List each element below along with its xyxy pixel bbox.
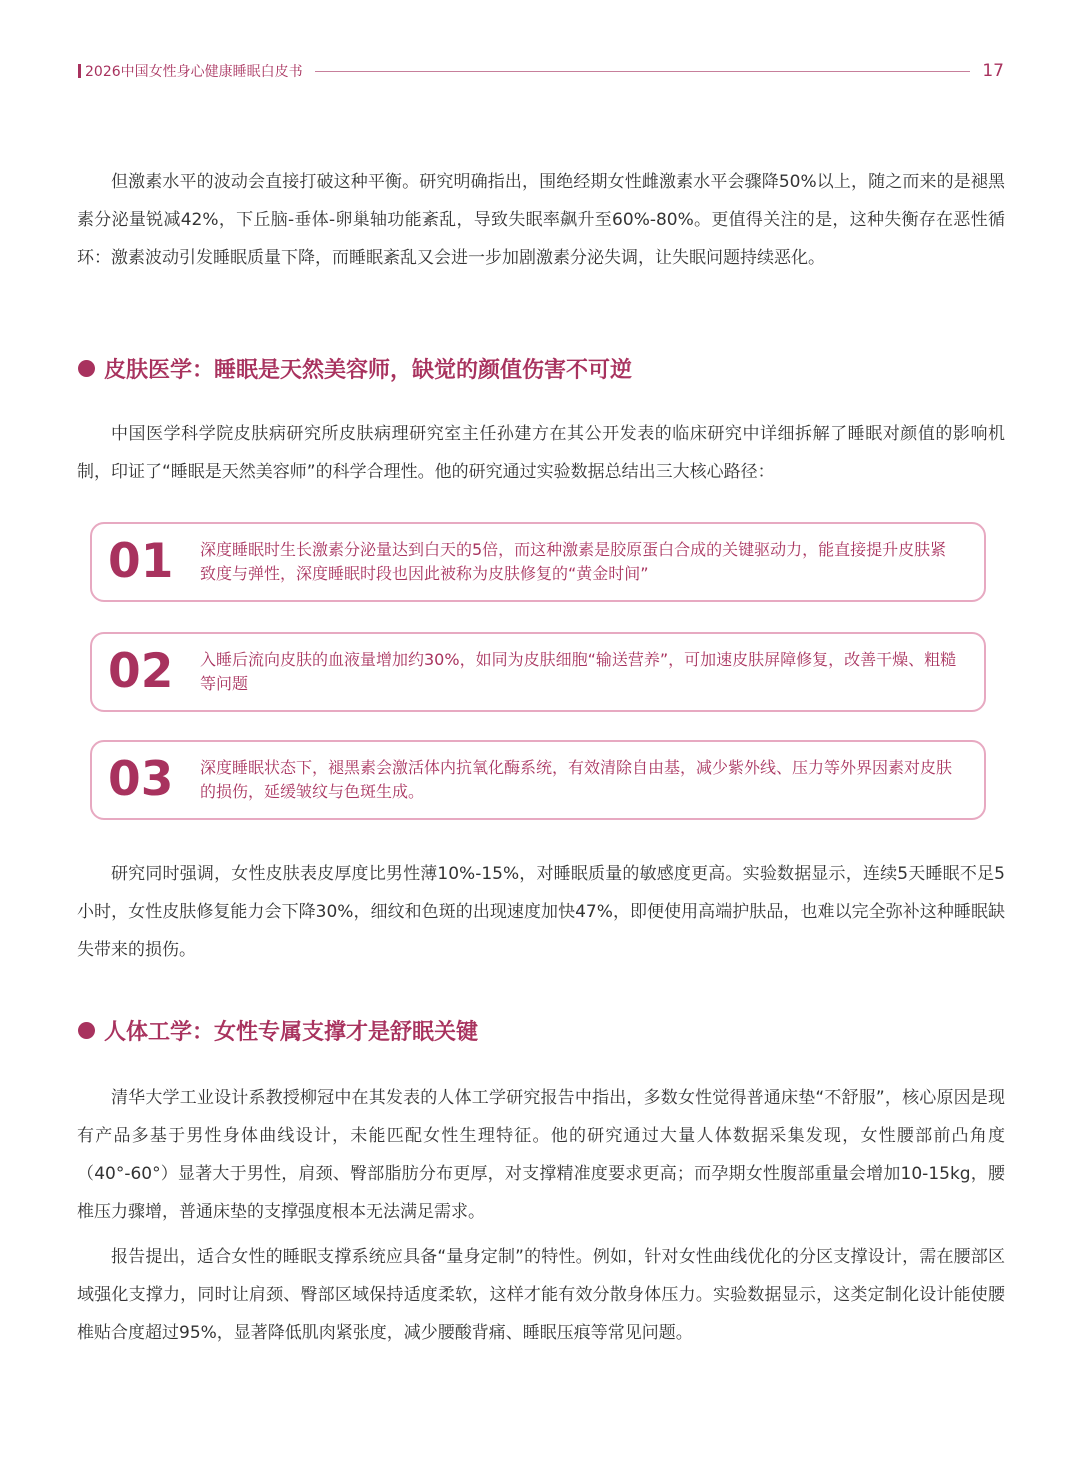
section-title-ergonomics — [78, 1015, 478, 1045]
paragraph-skin-intro: 中国医学科学院皮肤病研究所皮肤病理研究室主任孙建方在其公开发表的临床研究中详细拆解了睡眠对颜值的影响机制，印证了“睡眠是天然美容师”的科学合理性。他的研究通过实验数据总结出三大核心路径： — [77, 424, 1005, 482]
card-text: 深度睡眠状态下，褪黑素会激活体内抗氧化酶系统，有效清除自由基，减少紫外线、压力等外界因素对皮肤的损伤，延缓皱纹与色斑生成。 — [200, 758, 953, 801]
card-text: 入睡后流向皮肤的血液量增加约30%，如同为皮肤细胞“输送营养”，可加速皮肤屏障修复，改善干燥、粗糙等问题 — [200, 650, 957, 693]
bullet-dot-icon — [78, 360, 95, 377]
pathway-card-02 — [90, 632, 986, 712]
section-title-text: 皮肤医学：睡眠是天然美容师，缺觉的颜值伤害不可逆 — [104, 357, 633, 383]
header-accent-bar — [78, 64, 81, 78]
bullet-dot-icon — [78, 1022, 95, 1039]
card-number: 01 — [108, 534, 174, 589]
page-number: 17 — [982, 61, 1004, 81]
pathway-card-01 — [90, 522, 986, 602]
section-title-skin — [78, 353, 632, 383]
paragraph-ergonomics: 清华大学工业设计系教授柳冠中在其发表的人体工学研究报告中指出，多数女性觉得普通床垫“不舒服”，核心原因是现有产品多基于男性身体曲线设计，未能匹配女性生理特征。他的研究通过大量人体数据采集发现，女性腰部前凸角度（40°-60°）显著大于男性，肩颈、臀部脂肪分布更厚，对支撑精准度要求更高；而孕期女性腹部重量会增加10-15kg，腰椎压力骤增，普通床垫的支撑强度根本无法满足需求。 — [77, 1088, 1005, 1222]
paragraph-hormone: 但激素水平的波动会直接打破这种平衡。研究明确指出，围绝经期女性雌激素水平会骤降50%以上，随之而来的是褪黑素分泌量锐减42%，下丘脑-垂体-卵巢轴功能紊乱，导致失眠率飙升至60%-80%。更值得关注的是，这种失衡存在恶性循环：激素波动引发睡眠质量下降，而睡眠紊乱又会进一步加剧激素分泌失调，让失眠问题持续恶化。 — [77, 172, 1005, 268]
card-number: 03 — [108, 752, 174, 807]
card-text: 深度睡眠时生长激素分泌量达到白天的5倍，而这种激素是胶原蛋白合成的关键驱动力，能直接提升皮肤紧致度与弹性，深度睡眠时段也因此被称为皮肤修复的“黄金时间” — [200, 540, 947, 583]
header-divider — [315, 71, 971, 72]
header-title: 2026中国女性身心健康睡眠白皮书 — [85, 64, 303, 80]
paragraph-report: 报告提出，适合女性的睡眠支撑系统应具备“量身定制”的特性。例如，针对女性曲线优化的分区支撑设计，需在腰部区域强化支撑力，同时让肩颈、臀部区域保持适度柔软，这样才能有效分散身体压力。实验数据显示，这类定制化设计能使腰椎贴合度超过95%，显著降低肌肉紧张度，减少腰酸背痛、睡眠压痕等常见问题。 — [77, 1247, 1005, 1343]
section-title-text: 人体工学：女性专属支撑才是舒眠关键 — [104, 1019, 479, 1045]
pathway-card-03 — [90, 740, 986, 820]
page-header — [78, 58, 1004, 84]
paragraph-skin-study: 研究同时强调，女性皮肤表皮厚度比男性薄10%-15%，对睡眠质量的敏感度更高。实验数据显示，连续5天睡眠不足5小时，女性皮肤修复能力会下降30%，细纹和色斑的出现速度加快47%，即便使用高端护肤品，也难以完全弥补这种睡眠缺失带来的损伤。 — [77, 864, 1005, 960]
card-number: 02 — [108, 644, 174, 699]
